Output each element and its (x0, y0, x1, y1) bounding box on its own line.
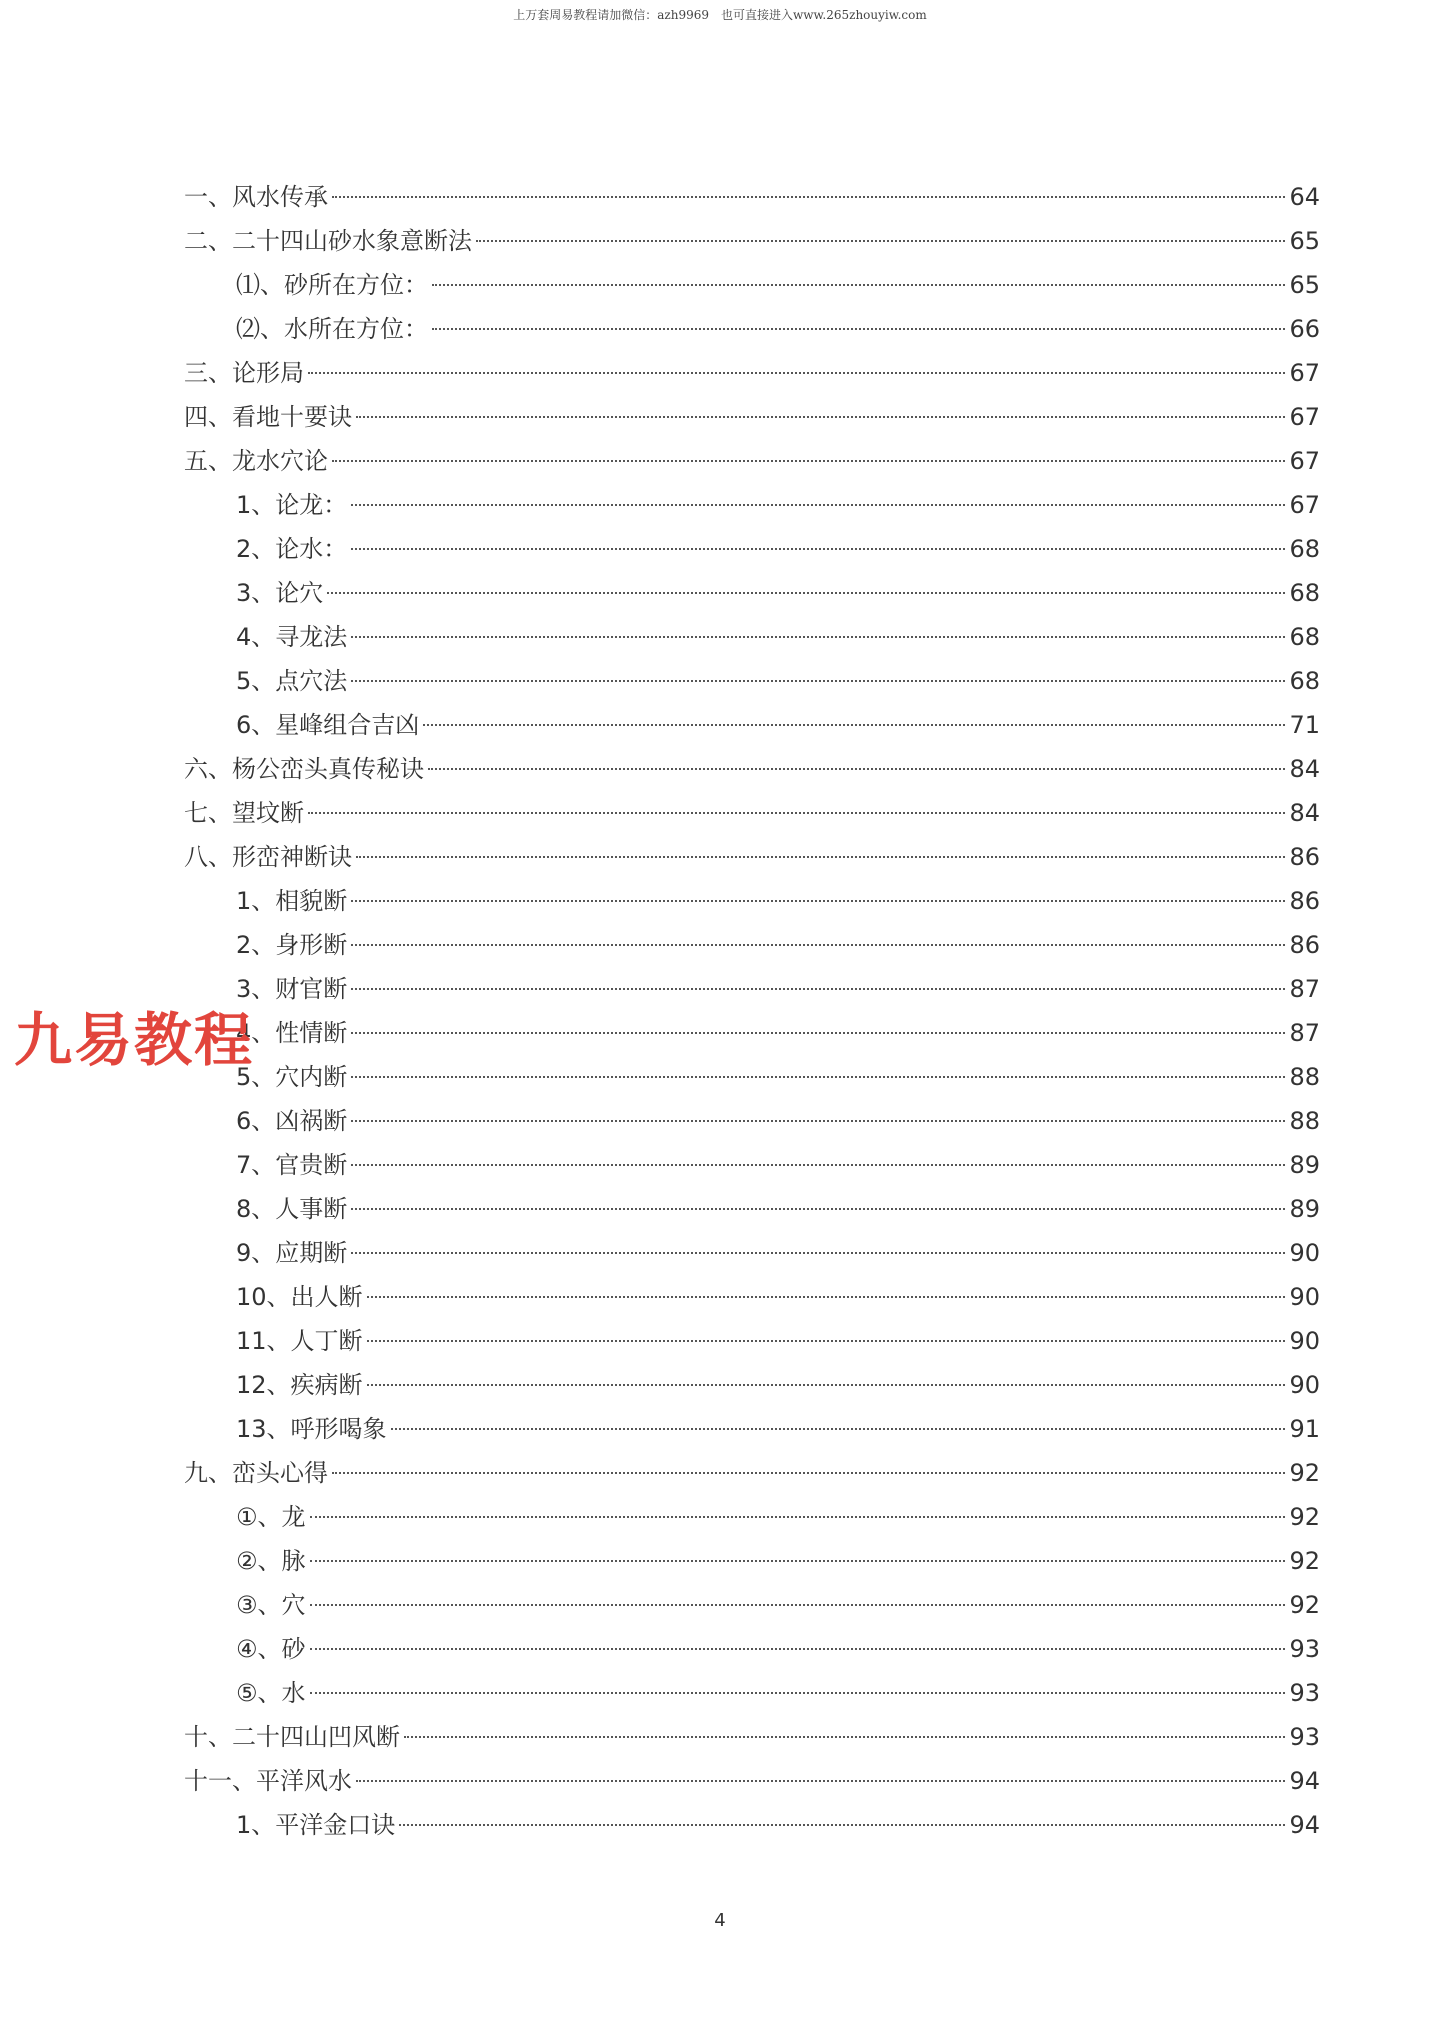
toc-entry-title: 九、峦头心得 (184, 1459, 328, 1487)
toc-dot-leader (351, 548, 1285, 550)
toc-entry-page: 90 (1289, 1327, 1320, 1355)
toc-entry-title: 1、平洋金口诀 (236, 1811, 396, 1839)
toc-entry[interactable] (184, 351, 1320, 395)
toc-entry-title: 12、疾病断 (236, 1371, 363, 1399)
toc-dot-leader (351, 1208, 1285, 1210)
toc-entry[interactable] (184, 1583, 1320, 1627)
toc-entry[interactable] (184, 1011, 1320, 1055)
watermark-logo: 九易教程 (14, 1006, 255, 1074)
toc-entry-title: 5、穴内断 (236, 1063, 348, 1091)
toc-entry[interactable] (184, 835, 1320, 879)
toc-entry[interactable] (184, 395, 1320, 439)
toc-dot-leader (423, 724, 1285, 726)
toc-entry-page: 94 (1289, 1811, 1320, 1839)
toc-entry-page: 93 (1289, 1679, 1320, 1707)
toc-entry[interactable] (184, 967, 1320, 1011)
toc-entry[interactable] (184, 659, 1320, 703)
toc-entry[interactable] (184, 1627, 1320, 1671)
toc-entry[interactable] (184, 879, 1320, 923)
toc-entry-page: 88 (1289, 1107, 1320, 1135)
toc-entry-title: 2、身形断 (236, 931, 348, 959)
toc-dot-leader (351, 1032, 1285, 1034)
toc-dot-leader (399, 1824, 1285, 1826)
toc-entry[interactable] (184, 175, 1320, 219)
toc-entry[interactable] (184, 1715, 1320, 1759)
toc-entry-page: 91 (1289, 1415, 1320, 1443)
toc-entry[interactable] (184, 1495, 1320, 1539)
toc-entry-title: 6、凶祸断 (236, 1107, 348, 1135)
toc-dot-leader (351, 900, 1285, 902)
toc-entry[interactable] (184, 1055, 1320, 1099)
toc-dot-leader (356, 416, 1285, 418)
toc-entry-title: 11、人丁断 (236, 1327, 363, 1355)
toc-dot-leader (310, 1516, 1286, 1518)
toc-entry-page: 87 (1289, 975, 1320, 1003)
toc-entry[interactable] (184, 307, 1320, 351)
toc-entry[interactable] (184, 1319, 1320, 1363)
toc-entry-title: 八、形峦神断诀 (184, 843, 352, 871)
toc-dot-leader (351, 504, 1285, 506)
toc-entry-title: 10、出人断 (236, 1283, 363, 1311)
toc-dot-leader (332, 1472, 1285, 1474)
toc-dot-leader (404, 1736, 1285, 1738)
toc-dot-leader (308, 372, 1285, 374)
toc-dot-leader (351, 1076, 1285, 1078)
toc-entry-page: 92 (1289, 1547, 1320, 1575)
toc-entry-page: 68 (1289, 623, 1320, 651)
toc-entry-title: 9、应期断 (236, 1239, 348, 1267)
toc-dot-leader (432, 328, 1285, 330)
table-of-contents (184, 175, 1320, 1847)
toc-entry[interactable] (184, 1099, 1320, 1143)
toc-entry[interactable] (184, 1803, 1320, 1847)
toc-entry-title: 5、点穴法 (236, 667, 348, 695)
toc-entry-page: 86 (1289, 843, 1320, 871)
toc-entry-title: 4、性情断 (236, 1019, 348, 1047)
toc-dot-leader (476, 240, 1285, 242)
toc-entry-title: 3、财官断 (236, 975, 348, 1003)
toc-dot-leader (367, 1340, 1286, 1342)
toc-entry-title: ⑵、水所在方位： (236, 315, 428, 343)
toc-entry-page: 67 (1289, 403, 1320, 431)
toc-entry-page: 88 (1289, 1063, 1320, 1091)
toc-entry[interactable] (184, 1539, 1320, 1583)
toc-entry-title: 六、杨公峦头真传秘诀 (184, 755, 424, 783)
page-number: 4 (714, 1910, 726, 1931)
toc-entry-title: 1、相貌断 (236, 887, 348, 915)
toc-dot-leader (367, 1384, 1286, 1386)
toc-entry-title: ④、砂 (236, 1635, 306, 1663)
toc-entry-page: 93 (1289, 1635, 1320, 1663)
toc-entry-title: ②、脉 (236, 1547, 306, 1575)
toc-entry[interactable] (184, 703, 1320, 747)
toc-entry-page: 87 (1289, 1019, 1320, 1047)
toc-dot-leader (310, 1560, 1286, 1562)
toc-entry[interactable] (184, 1363, 1320, 1407)
toc-entry-title: 四、看地十要诀 (184, 403, 352, 431)
toc-dot-leader (332, 460, 1285, 462)
toc-dot-leader (310, 1648, 1286, 1650)
toc-entry-page: 89 (1289, 1195, 1320, 1223)
toc-dot-leader (351, 636, 1285, 638)
toc-dot-leader (310, 1692, 1286, 1694)
toc-entry[interactable] (184, 1187, 1320, 1231)
toc-entry-page: 90 (1289, 1371, 1320, 1399)
toc-dot-leader (308, 812, 1285, 814)
toc-dot-leader (391, 1428, 1286, 1430)
toc-entry-title: 3、论穴 (236, 579, 324, 607)
toc-entry-title: 七、望坟断 (184, 799, 304, 827)
toc-entry-page: 90 (1289, 1239, 1320, 1267)
toc-entry-title: 7、官贵断 (236, 1151, 348, 1179)
toc-entry-page: 67 (1289, 491, 1320, 519)
toc-entry[interactable] (184, 923, 1320, 967)
toc-entry[interactable] (184, 1407, 1320, 1451)
toc-entry-page: 86 (1289, 887, 1320, 915)
toc-dot-leader (351, 988, 1285, 990)
toc-entry-page: 68 (1289, 579, 1320, 607)
toc-entry[interactable] (184, 1231, 1320, 1275)
toc-dot-leader (356, 1780, 1285, 1782)
toc-entry-page: 67 (1289, 447, 1320, 475)
toc-dot-leader (310, 1604, 1286, 1606)
toc-dot-leader (356, 856, 1285, 858)
toc-entry-title: 十、二十四山凹风断 (184, 1723, 400, 1751)
toc-entry-title: 6、星峰组合吉凶 (236, 711, 420, 739)
toc-entry[interactable] (184, 1759, 1320, 1803)
toc-entry-page: 92 (1289, 1459, 1320, 1487)
toc-entry[interactable] (184, 263, 1320, 307)
toc-entry-page: 84 (1289, 799, 1320, 827)
toc-entry-title: 五、龙水穴论 (184, 447, 328, 475)
toc-entry-page: 65 (1289, 271, 1320, 299)
toc-entry[interactable] (184, 571, 1320, 615)
toc-entry-page: 84 (1289, 755, 1320, 783)
toc-entry-page: 67 (1289, 359, 1320, 387)
toc-dot-leader (351, 1252, 1285, 1254)
toc-entry-page: 65 (1289, 227, 1320, 255)
toc-dot-leader (428, 768, 1285, 770)
toc-entry[interactable] (184, 1143, 1320, 1187)
toc-dot-leader (327, 592, 1285, 594)
toc-entry[interactable] (184, 791, 1320, 835)
toc-entry-page: 68 (1289, 667, 1320, 695)
toc-entry[interactable] (184, 747, 1320, 791)
toc-entry-page: 93 (1289, 1723, 1320, 1751)
toc-entry-page: 92 (1289, 1503, 1320, 1531)
toc-entry-page: 94 (1289, 1767, 1320, 1795)
toc-entry-title: 4、寻龙法 (236, 623, 348, 651)
page-header: 上万套周易教程请加微信：azh9969 也可直接进入www.265zhouyiw.com (513, 8, 927, 22)
toc-dot-leader (351, 1164, 1285, 1166)
toc-entry-title: 一、风水传承 (184, 183, 328, 211)
toc-entry-title: ③、穴 (236, 1591, 306, 1619)
toc-entry-page: 68 (1289, 535, 1320, 563)
toc-dot-leader (351, 1120, 1285, 1122)
toc-entry-title: 8、人事断 (236, 1195, 348, 1223)
toc-entry-page: 64 (1289, 183, 1320, 211)
toc-entry-title: 13、呼形喝象 (236, 1415, 387, 1443)
toc-entry-title: 2、论水： (236, 535, 348, 563)
toc-entry-page: 92 (1289, 1591, 1320, 1619)
toc-entry-title: ⑴、砂所在方位： (236, 271, 428, 299)
toc-entry[interactable] (184, 219, 1320, 263)
toc-entry-title: 十一、平洋风水 (184, 1767, 352, 1795)
toc-entry-page: 90 (1289, 1283, 1320, 1311)
toc-entry-title: 1、论龙： (236, 491, 348, 519)
toc-entry[interactable] (184, 1275, 1320, 1319)
toc-dot-leader (351, 944, 1285, 946)
toc-dot-leader (367, 1296, 1286, 1298)
toc-entry-title: ①、龙 (236, 1503, 306, 1531)
toc-entry-page: 89 (1289, 1151, 1320, 1179)
toc-entry-title: 二、二十四山砂水象意断法 (184, 227, 472, 255)
toc-entry-title: 三、论形局 (184, 359, 304, 387)
toc-entry-page: 86 (1289, 931, 1320, 959)
toc-entry-page: 71 (1289, 711, 1320, 739)
toc-dot-leader (351, 680, 1285, 682)
toc-entry[interactable] (184, 527, 1320, 571)
toc-entry[interactable] (184, 1451, 1320, 1495)
toc-dot-leader (432, 284, 1285, 286)
toc-dot-leader (332, 196, 1285, 198)
toc-entry[interactable] (184, 483, 1320, 527)
toc-entry[interactable] (184, 1671, 1320, 1715)
toc-entry-title: ⑤、水 (236, 1679, 306, 1707)
toc-entry[interactable] (184, 439, 1320, 483)
toc-entry-page: 66 (1289, 315, 1320, 343)
toc-entry[interactable] (184, 615, 1320, 659)
